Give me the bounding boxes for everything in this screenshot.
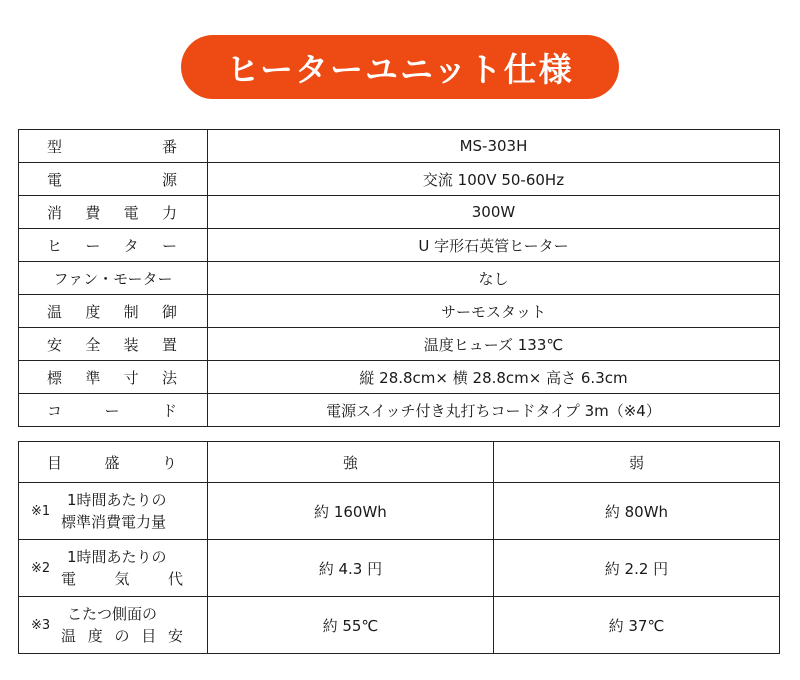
cost-row-label bbox=[19, 597, 208, 654]
spec-label-char: 番 bbox=[161, 137, 177, 156]
spec-value: 交流 100V 50-60Hz bbox=[208, 163, 780, 196]
cost-label-char: 代 bbox=[167, 570, 183, 588]
spec-label-char: 度 bbox=[85, 302, 101, 321]
cost-label-line2 bbox=[61, 625, 183, 647]
spec-label-char: ー bbox=[85, 236, 101, 255]
spec-label bbox=[19, 262, 208, 295]
spec-label-char: 標 bbox=[47, 368, 63, 387]
spec-label-char: ー bbox=[161, 236, 177, 255]
spec-label-char: 制 bbox=[123, 302, 139, 321]
spec-label bbox=[19, 394, 208, 427]
spec-label-char: 寸 bbox=[123, 368, 139, 387]
cost-header-char: り bbox=[161, 453, 177, 472]
spec-label-char: 温 bbox=[47, 302, 63, 321]
spec-label-char: 電 bbox=[123, 203, 139, 222]
header-weak: 弱 bbox=[493, 442, 779, 483]
spec-row bbox=[19, 262, 780, 295]
spec-row bbox=[19, 130, 780, 163]
spec-row bbox=[19, 295, 780, 328]
spec-label-char: ファン・モーター bbox=[53, 269, 173, 288]
cost-strong-value: 約 4.3 円 bbox=[207, 540, 493, 597]
spec-label-char: 装 bbox=[123, 335, 139, 354]
spec-value: 温度ヒューズ 133℃ bbox=[208, 328, 780, 361]
spec-value: サーモスタット bbox=[208, 295, 780, 328]
spec-label bbox=[19, 229, 208, 262]
spec-label-char: コ bbox=[47, 401, 63, 420]
cost-header-char: 盛 bbox=[104, 453, 120, 472]
spec-label-char: 電 bbox=[47, 170, 63, 189]
spec-label bbox=[19, 163, 208, 196]
spec-value: 縦 28.8cm× 横 28.8cm× 高さ 6.3cm bbox=[208, 361, 780, 394]
spec-label bbox=[19, 328, 208, 361]
spec-row bbox=[19, 163, 780, 196]
cost-weak-value: 約 37℃ bbox=[493, 597, 779, 654]
cost-header-label bbox=[19, 442, 208, 483]
cost-header-char: 目 bbox=[47, 453, 63, 472]
spec-label-char: 置 bbox=[161, 335, 177, 354]
header-strong: 強 bbox=[207, 442, 493, 483]
cost-label-char: 度 bbox=[87, 627, 103, 645]
spec-label-char: 消 bbox=[47, 203, 63, 222]
spec-row bbox=[19, 196, 780, 229]
cost-label-line1: こたつ側面の bbox=[67, 605, 158, 623]
spec-label-char: 費 bbox=[85, 203, 101, 222]
cost-label-char: 電 bbox=[61, 570, 77, 588]
cost-label-char: の bbox=[114, 627, 130, 645]
cost-row bbox=[19, 540, 780, 597]
spec-label-char: 法 bbox=[161, 368, 177, 387]
spec-label-char: 御 bbox=[161, 302, 177, 321]
footnote-mark: ※2 bbox=[31, 560, 51, 576]
spec-value: 電源スイッチ付き丸打ちコードタイプ 3m（※4） bbox=[208, 394, 780, 427]
cost-row bbox=[19, 483, 780, 540]
footnote-mark: ※1 bbox=[31, 503, 51, 519]
cost-label-char: 気 bbox=[114, 570, 130, 588]
footnote-mark: ※3 bbox=[31, 617, 51, 633]
cost-header-row bbox=[19, 442, 780, 483]
spec-label-char: ー bbox=[104, 401, 120, 420]
cost-strong-value: 約 160Wh bbox=[207, 483, 493, 540]
page-title: ヒーターユニット仕様 bbox=[181, 35, 619, 99]
cost-label-line2 bbox=[61, 568, 183, 590]
cost-label-line1: 1時間あたりの bbox=[67, 548, 167, 566]
spec-label-char: 力 bbox=[161, 203, 177, 222]
spec-row bbox=[19, 328, 780, 361]
spec-table bbox=[18, 129, 780, 427]
spec-label bbox=[19, 130, 208, 163]
cost-row bbox=[19, 597, 780, 654]
cost-label-char: 目 bbox=[141, 627, 157, 645]
cost-row-label bbox=[19, 540, 208, 597]
spec-label-char: ヒ bbox=[47, 236, 63, 255]
spec-label bbox=[19, 295, 208, 328]
cost-label-line1: 1時間あたりの bbox=[67, 491, 167, 509]
spec-row bbox=[19, 394, 780, 427]
spec-row bbox=[19, 361, 780, 394]
cost-row-label bbox=[19, 483, 208, 540]
spec-label-char: タ bbox=[123, 236, 139, 255]
spec-label bbox=[19, 196, 208, 229]
spec-value: MS-303H bbox=[208, 130, 780, 163]
cost-weak-value: 約 80Wh bbox=[493, 483, 779, 540]
cost-table bbox=[18, 441, 780, 654]
spec-row bbox=[19, 229, 780, 262]
spec-value: なし bbox=[208, 262, 780, 295]
spec-value: 300W bbox=[208, 196, 780, 229]
spec-label-char: ド bbox=[161, 401, 177, 420]
spec-label-char: 安 bbox=[47, 335, 63, 354]
spec-label-char: 源 bbox=[161, 170, 177, 189]
cost-strong-value: 約 55℃ bbox=[207, 597, 493, 654]
cost-weak-value: 約 2.2 円 bbox=[493, 540, 779, 597]
spec-value: U 字形石英管ヒーター bbox=[208, 229, 780, 262]
spec-label-char: 型 bbox=[47, 137, 63, 156]
cost-label-char: 温 bbox=[61, 627, 77, 645]
spec-label-char: 全 bbox=[85, 335, 101, 354]
cost-label-line2: 標準消費電力量 bbox=[61, 513, 167, 531]
cost-label-char: 安 bbox=[167, 627, 183, 645]
spec-label bbox=[19, 361, 208, 394]
spec-label-char: 準 bbox=[85, 368, 101, 387]
